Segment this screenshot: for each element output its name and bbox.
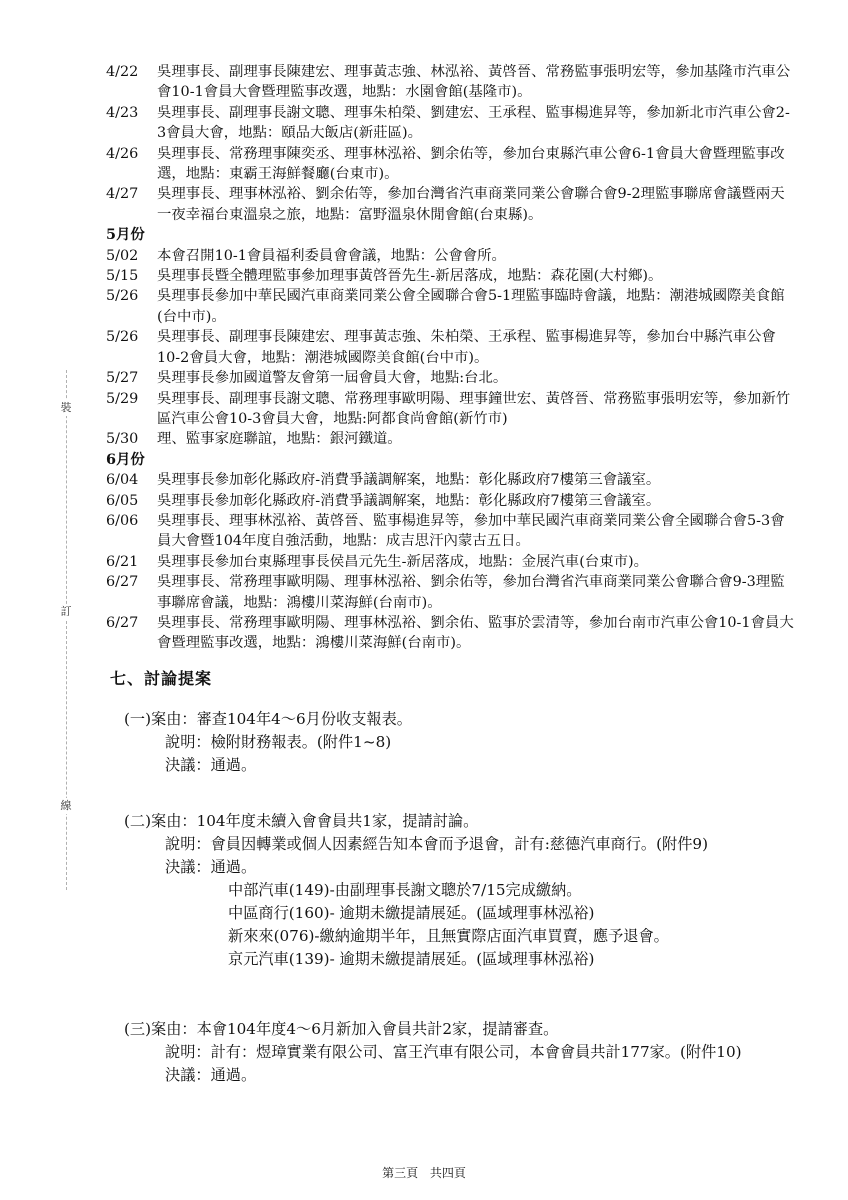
explain-label: 說明：: [165, 835, 211, 853]
resolution-detail: 中部汽車(149)-由副理事長謝文聰於7/15完成繳納。: [228, 881, 582, 899]
resolution-detail: 京元汽車(139)- 逾期未繳提請展延。(區域理事林泓裕): [228, 950, 595, 968]
event-text: 吳理事長、副理事長陳建宏、理事黃志強、朱柏榮、王承程、監事楊進昇等，參加台中縣汽車公會10-2會員大會，地點：潮港城國際美食館(台中市)。: [157, 329, 776, 366]
event-text: 吳理事長暨全體理監事參加理事黃啓晉先生-新居落成，地點：森花園(大村鄉)。: [157, 268, 663, 285]
explain-text: 計有：煜璋實業有限公司、富王汽車有限公司，本會會員共計177家。(附件10): [210, 1043, 742, 1061]
resolve-text: 通過。: [210, 756, 257, 774]
event-text: 吳理事長參加台東縣理事長侯昌元先生-新居落成，地點：金展汽車(台東市)。: [157, 553, 648, 570]
month-heading: 5月份: [106, 226, 145, 244]
event-date: 6/04: [106, 472, 139, 489]
event-date: 4/23: [106, 104, 139, 121]
event-item: [106, 327, 796, 368]
event-text: 吳理事長、常務理事歐明陽、理事林泓裕、劉余佑、監事於雲清等，參加台南市汽車公會10-1會員大會暨理監事改選，地點：鴻樓川菜海鮮(台南市)。: [157, 614, 794, 652]
event-text: 吳理事長參加彰化縣政府-消費爭議調解案，地點：彰化縣政府7樓第三會議室。: [157, 492, 661, 509]
event-date: 5/02: [106, 247, 139, 264]
explain-label: 說明：: [165, 1043, 211, 1061]
event-item: [106, 368, 796, 388]
resolve-text: 通過。: [210, 858, 257, 876]
event-date: 6/21: [106, 553, 139, 570]
event-date: 4/26: [106, 145, 139, 162]
resolution-detail: 中區商行(160)- 逾期未繳提請展延。(區域理事林泓裕): [228, 904, 595, 922]
event-item: [106, 511, 796, 552]
proposal-3: [124, 1018, 794, 1087]
month-heading: 6月份: [106, 450, 145, 468]
event-date: 5/27: [106, 370, 139, 387]
event-item: [106, 389, 796, 430]
event-item: [106, 246, 796, 266]
event-log: [106, 62, 796, 654]
event-text: 吳理事長參加彰化縣政府-消費爭議調解案，地點：彰化縣政府7樓第三會議室。: [157, 472, 661, 489]
proposal-1: [124, 708, 794, 777]
case-label: 案由：: [151, 812, 197, 830]
case-label: 案由：: [151, 710, 197, 728]
proposal-2: [124, 810, 794, 971]
page-total: 共四頁: [429, 1166, 466, 1180]
event-date: 6/27: [106, 614, 139, 631]
event-item: [106, 184, 796, 225]
resolve-text: 通過。: [210, 1066, 257, 1084]
page-number: 第三頁: [382, 1166, 419, 1180]
binding-char-zhuang: 裝: [58, 400, 74, 416]
event-date: 6/05: [106, 492, 139, 509]
event-text: 吳理事長、副理事長謝文聰、常務理事歐明陽、理事鐘世宏、黃啓晉、常務監事張明宏等，參加新竹區汽車公會10-3會員大會，地點:阿都食尚會館(新竹市): [157, 390, 791, 427]
proposal-number: (一): [124, 710, 152, 728]
proposal-number: (三): [124, 1020, 152, 1038]
resolve-label: 決議：: [165, 858, 211, 876]
event-text: 吳理事長、常務理事歐明陽、理事林泓裕、劉余佑等，參加台灣省汽車商業同業公會聯合會9-3理監事聯席會議，地點：鴻樓川菜海鮮(台南市)。: [157, 574, 785, 611]
event-item: [106, 103, 796, 144]
event-date: 4/22: [106, 64, 139, 80]
section-title-discussion: 七、討論提案: [110, 669, 213, 688]
event-text: 吳理事長、理事林泓裕、劉余佑等，參加台灣省汽車商業同業公會聯合會9-2理監事聯席會議暨兩天一夜幸福台東溫泉之旅，地點：富野溫泉休閒會館(台東縣)。: [157, 186, 785, 223]
event-text: 吳理事長參加中華民國汽車商業同業公會全國聯合會5-1理監事臨時會議，地點：潮港城國際美食館(台中市)。: [157, 288, 785, 325]
event-text: 吳理事長參加國道警友會第一屆會員大會，地點:台北。: [157, 370, 508, 387]
event-date: 6/06: [106, 512, 139, 529]
event-item: [106, 62, 796, 103]
event-date: 5/15: [106, 268, 139, 285]
event-text: 本會召開10-1會員福利委員會會議，地點：公會會所。: [157, 247, 506, 264]
binding-char-ding: 訂: [58, 604, 74, 620]
event-item: [106, 491, 796, 511]
event-date: 4/27: [106, 186, 139, 203]
event-text: 吳理事長、副理事長謝文聰、理事朱柏榮、劉建宏、王承程、監事楊進昇等，參加新北市汽車公會2-3會員大會，地點：頤品大飯店(新莊區)。: [157, 104, 790, 142]
explain-text: 會員因轉業或個人因素經告知本會而予退會，計有:慈德汽車商行。(附件9): [210, 835, 709, 853]
event-date: 5/30: [106, 431, 139, 448]
case-text: 審查104年4～6月份收支報表。: [196, 710, 412, 728]
resolve-label: 決議：: [165, 1066, 211, 1084]
case-text: 104年度未續入會會員共1家，提請討論。: [196, 812, 479, 830]
case-label: 案由：: [151, 1020, 197, 1038]
event-item: [106, 144, 796, 185]
event-text: 吳理事長、理事林泓裕、黃啓晉、監事楊進昇等，參加中華民國汽車商業同業公會全國聯合會5-3會員大會暨104年度自強活動，地點：成吉思汗內蒙古五日。: [157, 512, 785, 550]
event-text: 吳理事長、常務理事陳奕丞、理事林泓裕、劉余佑等，參加台東縣汽車公會6-1會員大會暨理監事改選，地點：東霸王海鮮餐廳(台東市)。: [157, 145, 785, 183]
resolve-label: 決議：: [165, 756, 211, 774]
explain-label: 說明：: [165, 733, 211, 751]
event-date: 5/26: [106, 288, 139, 305]
event-item: [106, 429, 796, 449]
event-text: 理、監事家庭聯誼，地點：銀河鐵道。: [157, 431, 402, 448]
event-item: [106, 613, 796, 654]
event-item: [106, 286, 796, 327]
event-item: [106, 552, 796, 572]
resolution-detail: 新來來(076)-繳納逾期半年，且無實際店面汽車買賣，應予退會。: [228, 927, 669, 945]
event-item: [106, 470, 796, 490]
event-text: 吳理事長、副理事長陳建宏、理事黃志強、林泓裕、黃啓晉、常務監事張明宏等，參加基隆市汽車公會10-1會員大會暨理監事改選，地點：水園會館(基隆市)。: [157, 64, 791, 101]
proposal-number: (二): [124, 812, 152, 830]
case-text: 本會104年度4～6月新加入會員共計2家，提請審查。: [196, 1020, 559, 1038]
explain-text: 檢附財務報表。(附件1~8): [210, 733, 392, 751]
event-item: [106, 266, 796, 286]
event-date: 5/26: [106, 329, 139, 346]
event-item: [106, 572, 796, 613]
page-footer: [0, 1164, 848, 1181]
event-date: 5/29: [106, 390, 139, 407]
binding-char-xian: 線: [58, 798, 74, 814]
event-date: 6/27: [106, 574, 139, 591]
